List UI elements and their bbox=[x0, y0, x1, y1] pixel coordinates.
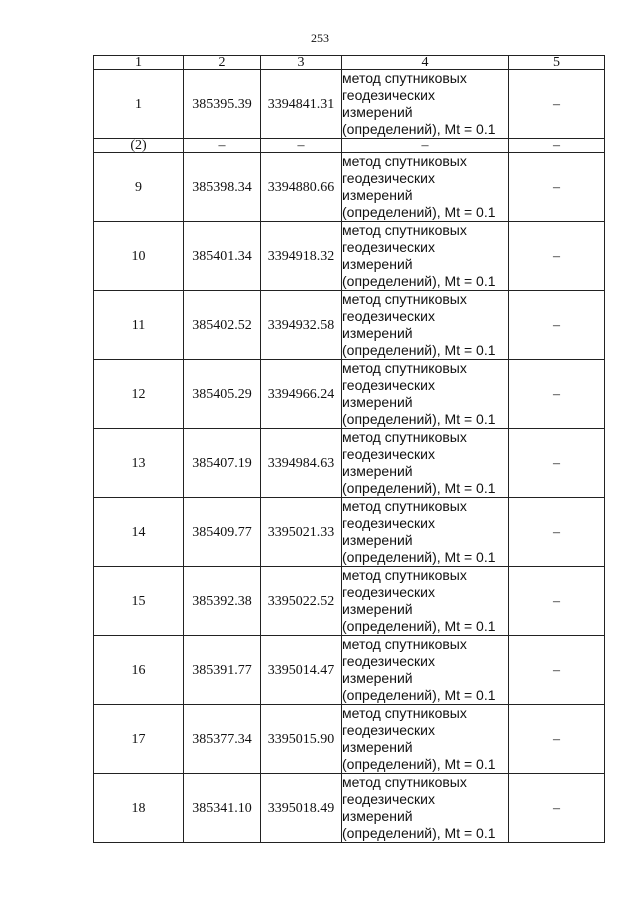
table-row bbox=[94, 222, 605, 291]
method-line: геодезических bbox=[342, 791, 435, 807]
method-line: измерений bbox=[342, 463, 413, 479]
method-line: метод спутниковых bbox=[342, 705, 467, 721]
table-row bbox=[94, 70, 605, 139]
method-line: геодезических bbox=[342, 308, 435, 324]
description-cell: – bbox=[509, 139, 605, 153]
column-header-1: 1 bbox=[94, 56, 184, 70]
point-number-cell: 11 bbox=[94, 291, 184, 360]
point-number-cell: 1 bbox=[94, 70, 184, 139]
method-cell bbox=[342, 429, 509, 498]
method-line: геодезических bbox=[342, 446, 435, 462]
x-coordinate-cell: 385398.34 bbox=[184, 153, 261, 222]
method-line: геодезических bbox=[342, 653, 435, 669]
method-cell bbox=[342, 498, 509, 567]
method-line: метод спутниковых bbox=[342, 567, 467, 583]
y-coordinate-cell: 3395014.47 bbox=[261, 636, 342, 705]
method-line: (определений), Mt = 0.1 bbox=[342, 549, 496, 565]
point-number-cell: 10 bbox=[94, 222, 184, 291]
y-coordinate-cell: 3394966.24 bbox=[261, 360, 342, 429]
method-cell bbox=[342, 705, 509, 774]
method-line: геодезических bbox=[342, 722, 435, 738]
x-coordinate-cell: 385401.34 bbox=[184, 222, 261, 291]
method-line: измерений bbox=[342, 601, 413, 617]
y-coordinate-cell: – bbox=[261, 139, 342, 153]
description-cell: – bbox=[509, 291, 605, 360]
table-row bbox=[94, 567, 605, 636]
description-cell: – bbox=[509, 498, 605, 567]
point-number-cell: 9 bbox=[94, 153, 184, 222]
method-line: геодезических bbox=[342, 170, 435, 186]
y-coordinate-cell: 3394984.63 bbox=[261, 429, 342, 498]
table-row bbox=[94, 774, 605, 843]
method-line: метод спутниковых bbox=[342, 70, 467, 86]
table-row bbox=[94, 636, 605, 705]
y-coordinate-cell: 3394932.58 bbox=[261, 291, 342, 360]
method-line: метод спутниковых bbox=[342, 153, 467, 169]
method-line: метод спутниковых bbox=[342, 222, 467, 238]
method-line: (определений), Mt = 0.1 bbox=[342, 342, 496, 358]
x-coordinate-cell: 385409.77 bbox=[184, 498, 261, 567]
method-line: метод спутниковых bbox=[342, 498, 467, 514]
description-cell: – bbox=[509, 70, 605, 139]
x-coordinate-cell: – bbox=[184, 139, 261, 153]
x-coordinate-cell: 385377.34 bbox=[184, 705, 261, 774]
point-number-cell: 15 bbox=[94, 567, 184, 636]
method-line: измерений bbox=[342, 187, 413, 203]
method-line: (определений), Mt = 0.1 bbox=[342, 756, 496, 772]
method-line: (определений), Mt = 0.1 bbox=[342, 825, 496, 841]
description-cell: – bbox=[509, 705, 605, 774]
point-number-cell: 14 bbox=[94, 498, 184, 567]
point-number-cell: 18 bbox=[94, 774, 184, 843]
method-cell: – bbox=[342, 139, 509, 153]
y-coordinate-cell: 3394918.32 bbox=[261, 222, 342, 291]
method-line: измерений bbox=[342, 256, 413, 272]
method-line: геодезических bbox=[342, 584, 435, 600]
method-line: геодезических bbox=[342, 87, 435, 103]
x-coordinate-cell: 385391.77 bbox=[184, 636, 261, 705]
method-line: измерений bbox=[342, 532, 413, 548]
method-line: измерений bbox=[342, 394, 413, 410]
method-line: (определений), Mt = 0.1 bbox=[342, 121, 496, 137]
description-cell: – bbox=[509, 153, 605, 222]
y-coordinate-cell: 3395015.90 bbox=[261, 705, 342, 774]
y-coordinate-cell: 3395018.49 bbox=[261, 774, 342, 843]
description-cell: – bbox=[509, 360, 605, 429]
method-line: (определений), Mt = 0.1 bbox=[342, 411, 496, 427]
method-line: геодезических bbox=[342, 377, 435, 393]
y-coordinate-cell: 3395022.52 bbox=[261, 567, 342, 636]
y-coordinate-cell: 3394841.31 bbox=[261, 70, 342, 139]
point-number-cell: 12 bbox=[94, 360, 184, 429]
method-line: измерений bbox=[342, 104, 413, 120]
table-row bbox=[94, 153, 605, 222]
table-row bbox=[94, 360, 605, 429]
method-line: (определений), Mt = 0.1 bbox=[342, 204, 496, 220]
method-line: (определений), Mt = 0.1 bbox=[342, 273, 496, 289]
point-number-cell: 13 bbox=[94, 429, 184, 498]
method-cell bbox=[342, 70, 509, 139]
description-cell: – bbox=[509, 567, 605, 636]
method-line: метод спутниковых bbox=[342, 429, 467, 445]
page-number: 253 bbox=[311, 31, 329, 45]
table-row-gap bbox=[94, 139, 605, 153]
description-cell: – bbox=[509, 222, 605, 291]
description-cell: – bbox=[509, 774, 605, 843]
column-header-4: 4 bbox=[342, 56, 509, 70]
method-cell bbox=[342, 153, 509, 222]
method-line: (определений), Mt = 0.1 bbox=[342, 687, 496, 703]
x-coordinate-cell: 385405.29 bbox=[184, 360, 261, 429]
method-cell bbox=[342, 636, 509, 705]
method-cell bbox=[342, 222, 509, 291]
method-line: измерений bbox=[342, 739, 413, 755]
y-coordinate-cell: 3394880.66 bbox=[261, 153, 342, 222]
table-row bbox=[94, 291, 605, 360]
method-line: метод спутниковых bbox=[342, 360, 467, 376]
column-header-3: 3 bbox=[261, 56, 342, 70]
table-row bbox=[94, 705, 605, 774]
method-line: геодезических bbox=[342, 239, 435, 255]
table-row bbox=[94, 429, 605, 498]
method-line: метод спутниковых bbox=[342, 291, 467, 307]
table-row bbox=[94, 498, 605, 567]
method-line: измерений bbox=[342, 670, 413, 686]
x-coordinate-cell: 385392.38 bbox=[184, 567, 261, 636]
method-cell bbox=[342, 567, 509, 636]
method-line: измерений bbox=[342, 325, 413, 341]
coordinates-table bbox=[93, 55, 605, 843]
x-coordinate-cell: 385341.10 bbox=[184, 774, 261, 843]
method-line: метод спутниковых bbox=[342, 636, 467, 652]
y-coordinate-cell: 3395021.33 bbox=[261, 498, 342, 567]
description-cell: – bbox=[509, 636, 605, 705]
method-line: геодезических bbox=[342, 515, 435, 531]
method-cell bbox=[342, 291, 509, 360]
method-cell bbox=[342, 360, 509, 429]
x-coordinate-cell: 385407.19 bbox=[184, 429, 261, 498]
column-header-5: 5 bbox=[509, 56, 605, 70]
x-coordinate-cell: 385402.52 bbox=[184, 291, 261, 360]
table-header-row bbox=[94, 56, 605, 70]
method-line: метод спутниковых bbox=[342, 774, 467, 790]
description-cell: – bbox=[509, 429, 605, 498]
point-number-cell: (2) bbox=[94, 139, 184, 153]
point-number-cell: 16 bbox=[94, 636, 184, 705]
method-cell bbox=[342, 774, 509, 843]
x-coordinate-cell: 385395.39 bbox=[184, 70, 261, 139]
point-number-cell: 17 bbox=[94, 705, 184, 774]
method-line: измерений bbox=[342, 808, 413, 824]
column-header-2: 2 bbox=[184, 56, 261, 70]
method-line: (определений), Mt = 0.1 bbox=[342, 480, 496, 496]
method-line: (определений), Mt = 0.1 bbox=[342, 618, 496, 634]
